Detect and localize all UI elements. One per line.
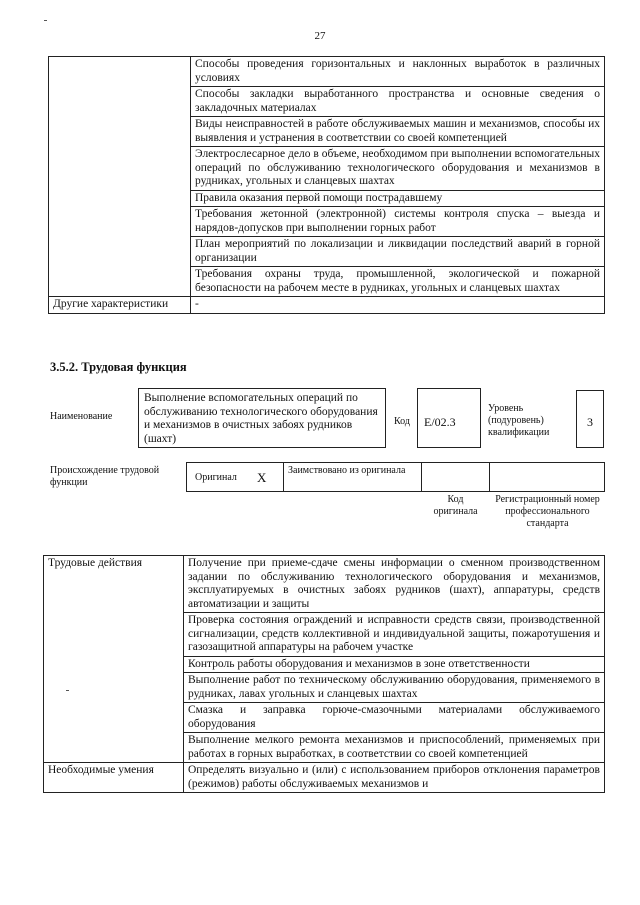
borrowed-cell xyxy=(283,462,422,492)
reg-number-cell xyxy=(489,462,605,492)
knowledge-item: Правила оказания первой помощи пострадавшему xyxy=(191,190,605,207)
origin-label: Происхождение трудовой функции xyxy=(50,465,160,488)
labor-action: Получение при приеме-сдаче смены информации о сменном производственном задании по обслуживанию технологического оборудования и механизмов, эксплуатируемых в очистных забоях рудников (шахт), аппаратуры, средств автоматизации и защиты xyxy=(184,556,605,613)
knowledge-item: Способы проведения горизонтальных и наклонных выработок в различных условиях xyxy=(191,57,605,87)
knowledge-item: Способы закладки выработанного пространства и основные сведения о закладочных материалах xyxy=(191,87,605,117)
labor-actions-table xyxy=(43,555,605,793)
knowledge-table xyxy=(48,56,605,314)
row-label: Трудовые действия xyxy=(44,556,184,763)
knowledge-item: Требования жетонной (электронной) системы контроля спуска – выезда и нарядов-допусков при выполнении горных работ xyxy=(191,207,605,237)
original-cell xyxy=(186,462,284,492)
borrowed-label: Заимствовано из оригинала xyxy=(288,465,406,476)
table-row xyxy=(44,556,605,613)
skill-item: Определять визуально и (или) с использованием приборов отклонения параметров (режимов) работы обслуживаемых механизмов и xyxy=(184,763,605,793)
code-value: E/02.3 xyxy=(424,415,456,429)
page-number: 27 xyxy=(314,30,326,42)
scan-mark xyxy=(66,690,69,691)
labor-action: Контроль работы оборудования и механизмов в зоне ответственности xyxy=(184,656,605,673)
empty-cell xyxy=(49,57,191,297)
table-row xyxy=(49,57,605,87)
row-value: - xyxy=(191,297,605,314)
table-row xyxy=(49,297,605,314)
code-caption: Код оригинала xyxy=(433,494,478,517)
labor-action: Проверка состояния ограждений и исправности средств связи, производственной сигнализации, средств коллективной и индивидуальной защиты, пожаротушения и газозащитной аппаратуры на рабочем участке xyxy=(184,613,605,657)
code-label: Код xyxy=(394,416,410,427)
level-label: Уровень (подуровень) квалификации xyxy=(488,403,550,438)
knowledge-item: Требования охраны труда, промышленной, экологической и пожарной безопасности на рабочем месте в рудниках, угольных и сланцевых шахтах xyxy=(191,267,605,297)
table-row xyxy=(44,763,605,793)
reg-caption: Регистрационный номер профессионального стандарта xyxy=(495,494,600,529)
name-label: Наименование xyxy=(50,411,113,422)
original-label: Оригинал xyxy=(195,472,237,483)
level-box xyxy=(576,390,604,448)
scan-mark xyxy=(44,20,47,21)
level-value: 3 xyxy=(587,415,593,429)
labor-action: Выполнение мелкого ремонта механизмов и приспособлений, применяемых при работах в горных выработках, в соответствии со своей компетенцией xyxy=(184,733,605,763)
labor-action: Выполнение работ по техническому обслуживанию оборудования, применяемого в рудниках, лавах угольных и сланцевых шахтах xyxy=(184,673,605,703)
knowledge-item: План мероприятий по локализации и ликвидации последствий аварий в горной организации xyxy=(191,237,605,267)
knowledge-item: Электрослесарное дело в объеме, необходимом при выполнении вспомогательных операций по обслуживанию технологического оборудования и механизмов в рудниках, угольных и сланцевых шахтах xyxy=(191,147,605,191)
function-name-box xyxy=(138,388,386,448)
row-label: Необходимые умения xyxy=(44,763,184,793)
labor-action: Смазка и заправка горюче-смазочными материалами обслуживаемого оборудования xyxy=(184,703,605,733)
row-label: Другие характеристики xyxy=(49,297,191,314)
original-mark: X xyxy=(257,470,267,485)
code-box xyxy=(417,388,481,448)
original-code-cell xyxy=(421,462,490,492)
function-name: Выполнение вспомогательных операций по обслуживанию технологического оборудования и механизмов в очистных забоях рудников (шахт) xyxy=(144,392,378,445)
section-heading: 3.5.2. Трудовая функция xyxy=(50,360,187,374)
knowledge-item: Виды неисправностей в работе обслуживаемых машин и механизмов, способы их выявления и устранения в соответствии со своей компетенцией xyxy=(191,117,605,147)
